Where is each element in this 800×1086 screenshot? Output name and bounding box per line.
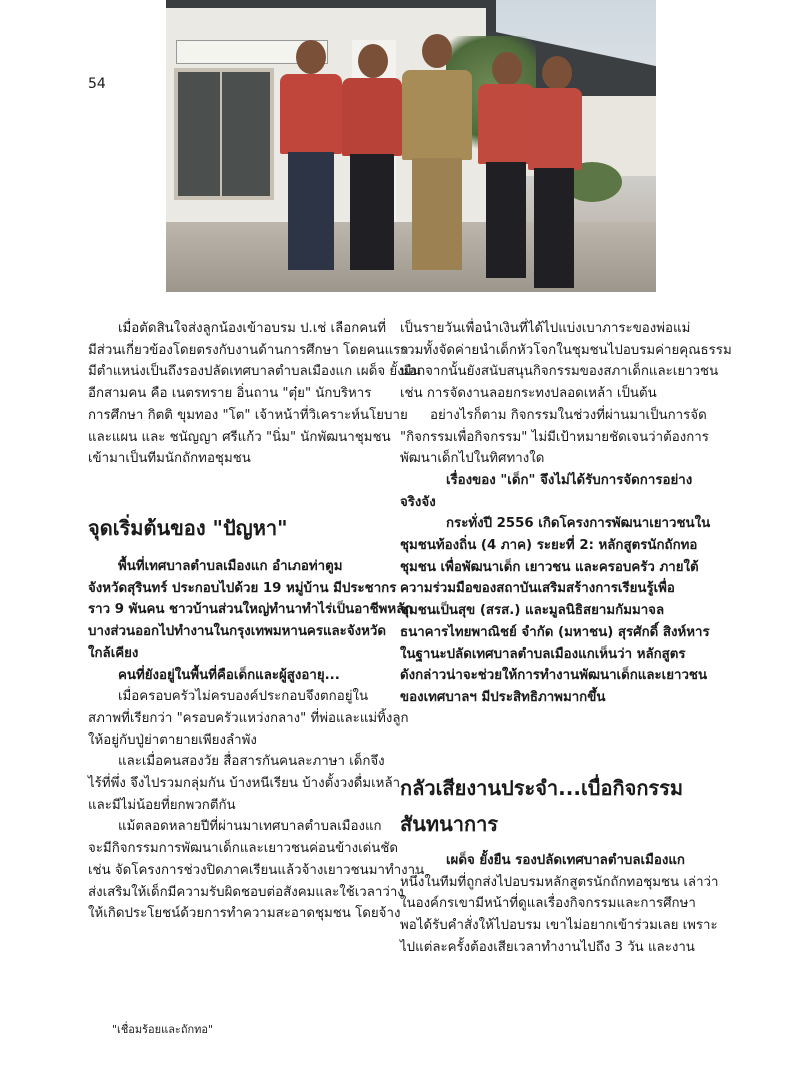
right-column-bottom — [400, 850, 718, 959]
text-line: ของเทศบาลฯ มีประสิทธิภาพมากขึ้น — [400, 689, 606, 705]
text-line: ไร้ที่พึ่ง จึงไปรวมกลุ่มกัน บ้างหนีเรียน บ้างตั้งวงดื่มเหล้า — [88, 776, 401, 792]
right-column-top — [400, 318, 732, 709]
left-column-body — [88, 556, 425, 925]
text-line: ชุมชนท้องถิ่น (4 ภาค) ระยะที่ 2: หลักสูตรนักถักทอ — [400, 538, 698, 554]
text-line: "กิจกรรมเพื่อกิจกรรม" ไม่มีเป้าหมายชัดเจนว่าต้องการ — [400, 429, 709, 445]
text-line: ดังกล่าวน่าจะช่วยให้การทำงานพัฒนาเด็กและเยาวชน — [400, 668, 708, 684]
text-line: ความร่วมมือของสถาบันเสริมสร้างการเรียนรู้เพื่อ — [400, 581, 675, 597]
group-photo — [166, 0, 656, 292]
text-line: ไปแต่ละครั้งต้องเสียเวลาทำงานไปถึง 3 วัน และงาน — [400, 939, 695, 955]
text-line: ให้เกิดประโยชน์ด้วยการทำความสะอาดชุมชน โดยจ้าง — [88, 906, 401, 922]
text-line: จะมีกิจกรรมการพัฒนาเด็กและเยาวชนค่อนข้างเด่นชัด — [88, 841, 399, 857]
text-line: เรื่องของ "เด็ก" จึงไม่ได้รับการจัดการอย่าง — [446, 472, 693, 488]
text-line: คนที่ยังอยู่ในพื้นที่คือเด็กและผู้สูงอายุ... — [118, 667, 340, 683]
page-number: 54 — [88, 76, 106, 92]
text-line: รวมทั้งจัดค่ายนำเด็กหัวโจกในชุมชนไปอบรมค่ายคุณธรรม — [400, 342, 732, 358]
text-line: พอได้รับคำสั่งให้ไปอบรม เขาไม่อยากเข้าร่วมเลย เพราะ — [400, 918, 718, 934]
text-line: ให้อยู่กับปู่ย่าตายายเพียงลำพัง — [88, 732, 257, 748]
text-line: พัฒนาเด็กไปในทิศทางใด — [400, 451, 545, 467]
text-line: การศึกษา กิตติ ขุมทอง "โต" เจ้าหน้าที่วิเคราะห์นโยบาย — [88, 407, 408, 423]
text-line: เช่น จัดโครงการช่วงปิดภาคเรียนแล้วจ้างเยาวชนมาทำงาน — [88, 862, 425, 878]
text-line: เป็นรายวันเพื่อนำเงินที่ได้ไปแบ่งเบาภาระของพ่อแม่ — [400, 321, 691, 336]
text-line: อีกสามคน คือ เนตรทราย อิ่นถาน "ตุ๋ย" นักบริหาร — [88, 386, 372, 402]
text-line: เผด็จ ยั้งยืน รองปลัดเทศบาลตำบลเมืองแก — [446, 853, 685, 868]
heading-line: กลัวเสียงานประจำ...เบื่อกิจกรรม — [400, 776, 684, 800]
door-frame — [220, 68, 222, 200]
ground — [166, 222, 656, 292]
text-line: ชุมชน เพื่อพัฒนาเด็ก เยาวชน และครอบครัว ภายใต้ — [400, 559, 699, 575]
text-line: ในฐานะปลัดเทศบาลตำบลเมืองแกเห็นว่า หลักสูตร — [400, 646, 686, 662]
text-line: ชุมชนเป็นสุข (สรส.) และมูลนิธิสยามกัมมาจล — [400, 603, 665, 619]
glass-door — [174, 68, 274, 200]
text-line: พื้นที่เทศบาลตำบลเมืองแก อำเภอท่าตูม — [118, 559, 343, 574]
text-line: กระทั่งปี 2556 เกิดโครงการพัฒนาเยาวชนใน — [446, 516, 711, 532]
text-line: มีตำแหน่งเป็นถึงรองปลัดเทศบาลตำบลเมืองแก เผด็จ ยั้งยืน — [88, 364, 421, 380]
text-line: และเมื่อคนสองวัย สื่อสารกันคนละภาษา เด็กจึง — [118, 754, 385, 770]
text-line: บางส่วนออกไปทำงานในกรุงเทพมหานครและจังหวัด — [88, 624, 386, 640]
heading-line: สันทนาการ — [400, 812, 499, 836]
footer-caption: "เชื่อมร้อยและถักทอ" — [112, 1023, 214, 1036]
text-line: และแผน และ ชนัญญา ศรีแก้ว "นิ่ม" นักพัฒนาชุมชน — [88, 429, 391, 445]
text-line: ธนาคารไทยพาณิชย์ จำกัด (มหาชน) สุรศักดิ์ สิงห์หาร — [400, 624, 710, 640]
text-line: ราว 9 พันคน ชาวบ้านส่วนใหญ่ทำนาทำไร่เป็นอาชีพหลัก — [88, 602, 413, 618]
text-line: นอกจากนั้นยังสนับสนุนกิจกรรมของสภาเด็กและเยาวชน — [400, 364, 719, 380]
text-line: เมื่อครอบครัวไม่ครบองค์ประกอบจึงตกอยู่ใน — [118, 689, 369, 705]
section-heading: จุดเริ่มต้นของ "ปัญหา" — [88, 516, 288, 540]
text-line: แม้ตลอดหลายปีที่ผ่านมาเทศบาลตำบลเมืองแก — [118, 819, 382, 835]
text-line: อย่างไรก็ตาม กิจกรรมในช่วงที่ผ่านมาเป็นการจัด — [430, 407, 707, 423]
text-line: เข้ามาเป็นทีมนักถักทอชุมชน — [88, 451, 251, 467]
text-line: เมื่อตัดสินใจส่งลูกน้องเข้าอบรม ป.เช่ เลือกคนที่ — [118, 321, 387, 336]
text-line: เช่น การจัดงานลอยกระทงปลอดเหล้า เป็นต้น — [400, 386, 657, 402]
text-line: ในองค์กรเขามีหน้าที่ดูแลเรื่องกิจกรรมและการศึกษา — [400, 896, 696, 912]
text-line: และมีไม่น้อยที่ยกพวกตีกัน — [88, 797, 236, 813]
section-heading-2 — [400, 772, 700, 840]
text-line: ส่งเสริมให้เด็กมีความรับผิดชอบต่อสังคมและใช้เวลาว่าง — [88, 884, 404, 900]
text-line: สภาพที่เรียกว่า "ครอบครัวแหว่งกลาง" ที่พ่อและแม่ทิ้งลูก — [88, 710, 409, 726]
left-column-intro — [88, 318, 421, 470]
text-line: ใกล้เคียง — [88, 645, 139, 661]
text-line: จริงจัง — [400, 494, 436, 510]
text-line: หนึ่งในทีมที่ถูกส่งไปอบรมหลักสูตรนักถักทอชุมชน เล่าว่า — [400, 874, 719, 890]
text-line: มีส่วนเกี่ยวข้องโดยตรงกับงานด้านการศึกษา โดยคนแรก — [88, 342, 409, 358]
text-line: จังหวัดสุรินทร์ ประกอบไปด้วย 19 หมู่บ้าน มีประชากร — [88, 580, 397, 596]
